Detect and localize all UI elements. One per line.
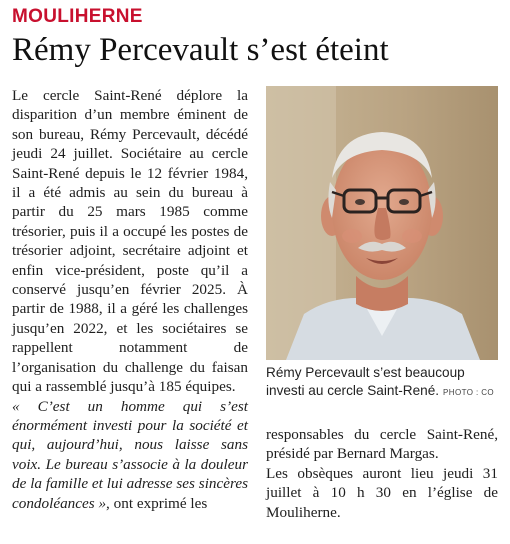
article-paragraph: Les obsèques auront lieu jeudi 31 juillet à 10 h 30 en l’église de Mouliherne. — [266, 464, 498, 521]
portrait-illustration — [266, 86, 498, 360]
article-paragraph: Le cercle Saint-René déplore la disparition d’un membre éminent de son bureau, Rémy Percevault, décédé jeudi 24 juillet. Sociétaire au cercle Saint-René depuis le 12 février 1984, il a été admis au sein du bureau à partir du 25 mars 1985 comme trésorier, puis il a occupé les postes de trésorier adjoint, secrétaire adjoint et enfin vice-président, poste qu’il a conservé jusqu’en février 2025. À partir de 1988, il a géré les challenges jusqu’en 2022, et les sociétaires se rappellent notamment de l’organisation du challenge du faisan qui a rassemblé jusqu’à 185 équipes. — [12, 87, 248, 396]
photo-credit: PHOTO : CO — [443, 388, 494, 397]
quote-attribution: , ont exprimé les — [106, 494, 208, 512]
headline: Rémy Percevault s’est éteint — [12, 32, 389, 68]
article-paragraph: responsables du cercle Saint-René, présidé par Bernard Margas. — [266, 426, 498, 463]
portrait-photo — [266, 86, 498, 360]
section-label: MOULIHERNE — [12, 6, 143, 27]
photo-caption — [266, 364, 500, 402]
quote-text: « C’est un homme qui s’est énormément investi pour la société et qui, aujourd’hui, nous laisse sans voix. Le bureau s’associe à la douleur de la famille et lui adresse ses sincères condoléances » — [12, 397, 248, 512]
article-column-left — [12, 86, 248, 513]
caption-text: Rémy Percevault s’est beaucoup investi au cercle Saint-René. — [266, 365, 465, 398]
quote-paragraph — [12, 397, 248, 513]
article-column-right — [266, 425, 498, 522]
